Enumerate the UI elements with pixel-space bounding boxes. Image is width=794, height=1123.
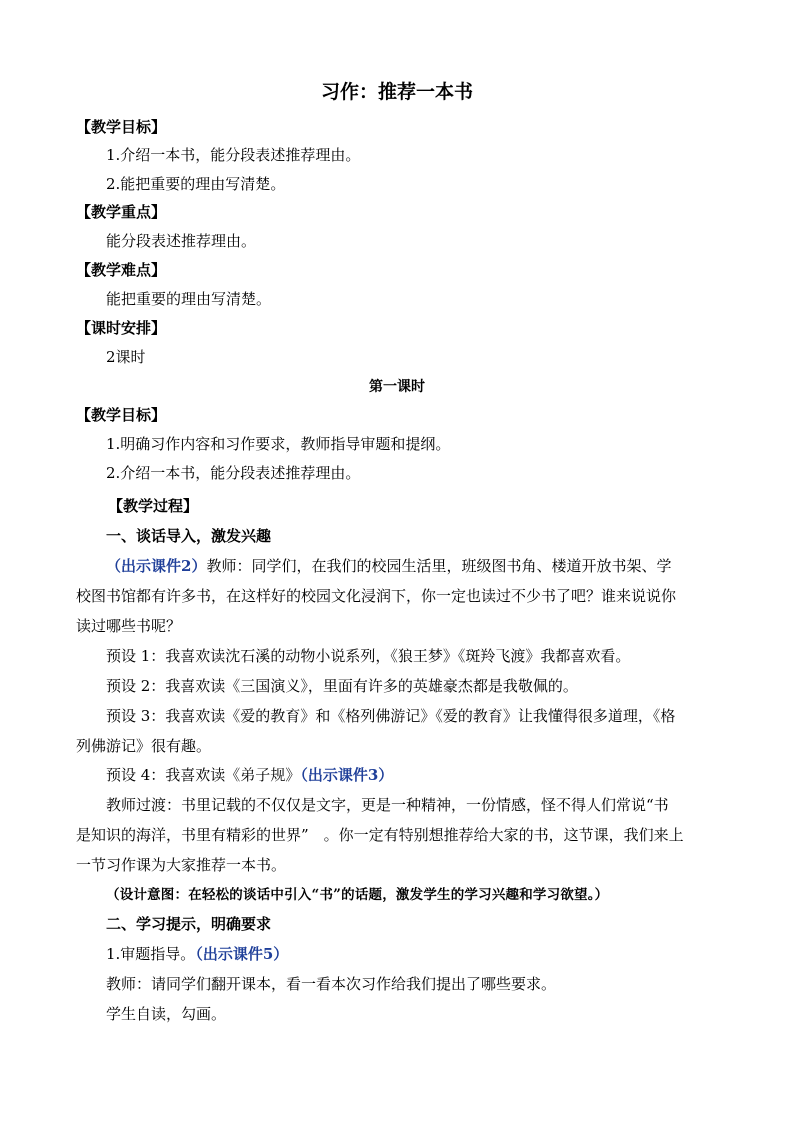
objective-item-1: 1.介绍一本书，能分段表述推荐理由。 xyxy=(106,146,361,164)
transition-line-1: 教师过渡：书里记载的不仅仅是文字，更是一种精神，一份情感，怪不得人们常说“书 xyxy=(106,796,669,814)
paragraph-intro-line-2: 校图书馆都有许多书，在这样好的校园文化浸润下，你一定也读过不少书了吧？谁来说说你 xyxy=(76,587,677,605)
lesson-objective-item-2: 2.介绍一本书，能分段表述推荐理由。 xyxy=(106,464,361,482)
schedule-text: 2课时 xyxy=(106,348,146,366)
key-points-text: 能分段表述推荐理由。 xyxy=(106,232,257,250)
design-intent-note: （设计意图：在轻松的谈话中引入“书”的话题，激发学生的学习兴趣和学习欲望。） xyxy=(106,887,609,903)
courseware-label-2: （出示课件2） xyxy=(106,557,207,575)
step-item-1-text: 1.审题指导。 xyxy=(106,945,196,963)
student-activity: 学生自读，勾画。 xyxy=(106,1005,227,1023)
courseware-label-5: （出示课件5） xyxy=(195,945,289,963)
transition-line-3: 一节习作课为大家推荐一本书。 xyxy=(76,856,287,874)
lesson-title: 第一课时 xyxy=(369,379,425,395)
section-heading-key-points: 【教学重点】 xyxy=(76,203,167,221)
section-heading-objectives-2: 【教学目标】 xyxy=(76,406,167,424)
difficulties-text: 能把重要的理由写清楚。 xyxy=(106,290,272,308)
lesson-objective-item-1: 1.明确习作内容和习作要求，教师指导审题和提纲。 xyxy=(106,435,451,453)
paragraph-intro-line-1-text: 教师：同学们，在我们的校园生活里，班级图书角、楼道开放书架、学 xyxy=(206,557,672,575)
process-section-2-title: 二、学习提示，明确要求 xyxy=(106,915,272,933)
courseware-label-3: （出示课件3） xyxy=(300,766,394,784)
preset-answer-4 xyxy=(106,765,393,785)
paragraph-intro-line-1 xyxy=(106,556,671,576)
preset-answer-1: 预设 1：我喜欢读沈石溪的动物小说系列，《狼王梦》《斑羚飞渡》我都喜欢看。 xyxy=(106,647,631,665)
section-heading-process: 【教学过程】 xyxy=(108,497,199,515)
section-heading-difficulties: 【教学难点】 xyxy=(76,261,167,279)
preset-answer-2: 预设 2：我喜欢读《三国演义》，里面有许多的英雄豪杰都是我敬佩的。 xyxy=(106,677,578,695)
section-heading-schedule: 【课时安排】 xyxy=(76,319,167,337)
paragraph-intro-line-3: 读过哪些书呢？ xyxy=(76,617,182,635)
teacher-instruction: 教师：请同学们翻开课本，看一看本次习作给我们提出了哪些要求。 xyxy=(106,975,557,993)
preset-answer-4-text: 预设 4：我喜欢读《弟子规》 xyxy=(106,766,301,784)
transition-line-2: 是知识的海洋，书里有精彩的世界” 。你一定有特别想推荐给大家的书，这节课，我们来上 xyxy=(76,826,684,844)
objective-item-2: 2.能把重要的理由写清楚。 xyxy=(106,175,286,193)
preset-answer-3-line-1: 预设 3：我喜欢读《爱的教育》和《格列佛游记》《爱的教育》让我懂得很多道理，《格 xyxy=(106,707,676,725)
section-heading-objectives: 【教学目标】 xyxy=(76,118,167,136)
process-section-1-title: 一、谈话导入，激发兴趣 xyxy=(106,527,272,545)
document-title: 习作：推荐一本书 xyxy=(320,81,473,103)
preset-answer-3-line-2: 列佛游记》很有趣。 xyxy=(76,737,212,755)
step-item-1 xyxy=(106,944,288,964)
